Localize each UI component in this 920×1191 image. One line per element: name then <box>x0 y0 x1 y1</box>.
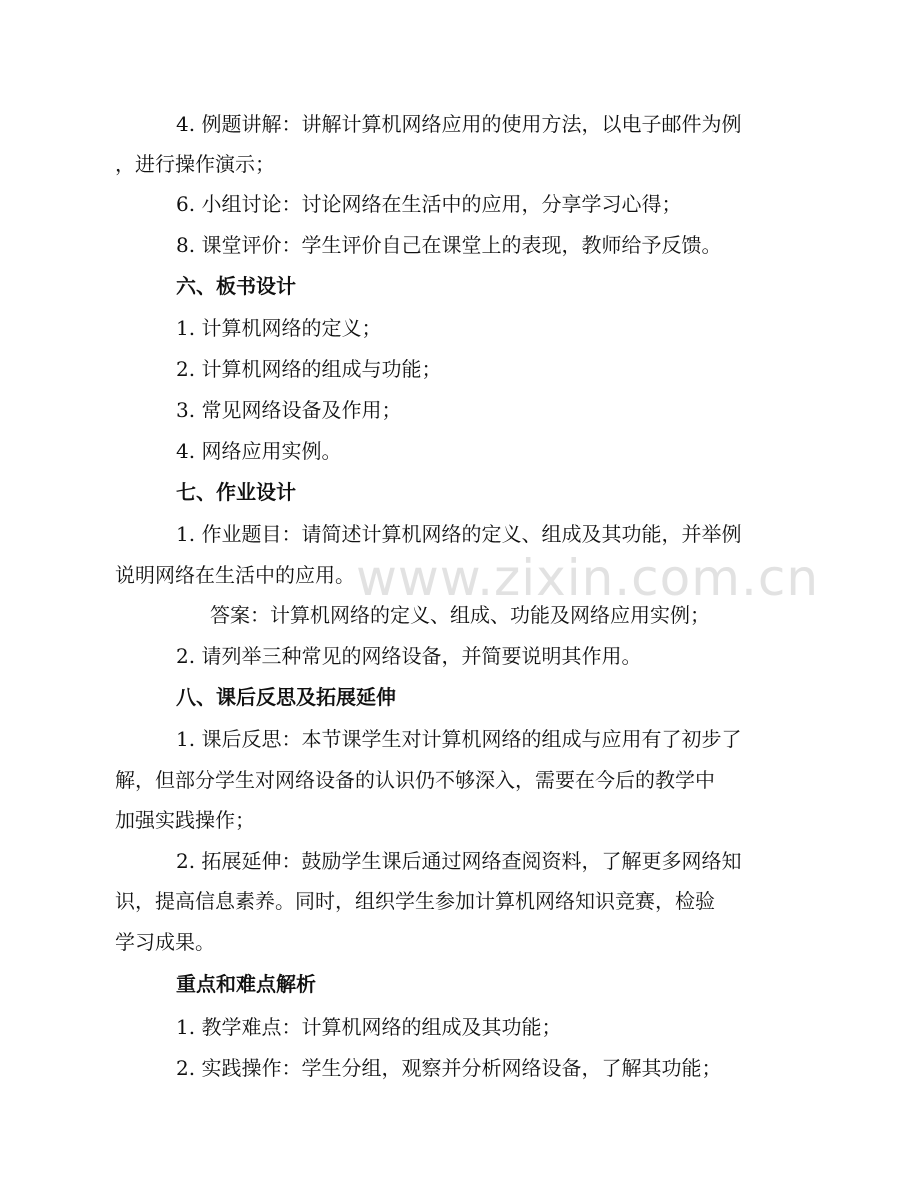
section-7-heading: 七、作业设计 <box>176 480 296 504</box>
section-6-item-1: 1. 计算机网络的定义； <box>176 316 382 340</box>
section-6-item-2: 2. 计算机网络的组成与功能； <box>176 357 442 381</box>
homework-question-1-line-1: 1. 作业题目：请简述计算机网络的定义、组成及其功能，并举例 <box>176 522 742 546</box>
key-points-heading: 重点和难点解析 <box>176 972 316 996</box>
item-4-line-2: ，进行操作演示； <box>115 152 275 176</box>
section-8-heading: 八、课后反思及拓展延伸 <box>176 685 396 709</box>
section-6-item-3: 3. 常见网络设备及作用； <box>176 398 402 422</box>
item-4-line-1: 4. 例题讲解：讲解计算机网络应用的使用方法，以电子邮件为例 <box>176 112 742 136</box>
homework-question-1-line-2: 说明网络在生活中的应用。 <box>115 563 355 587</box>
item-6: 6. 小组讨论：讨论网络在生活中的应用，分享学习心得； <box>176 192 682 216</box>
key-point-2: 2. 实践操作：学生分组，观察并分析网络设备，了解其功能； <box>176 1056 722 1080</box>
reflection-line-1: 1. 课后反思：本节课学生对计算机网络的组成与应用有了初步了 <box>176 727 742 751</box>
extension-line-2: 识，提高信息素养。同时，组织学生参加计算机网络知识竞赛，检验 <box>115 889 715 913</box>
item-8: 8. 课堂评价：学生评价自己在课堂上的表现，教师给予反馈。 <box>176 233 722 257</box>
section-6-item-4: 4. 网络应用实例。 <box>176 439 342 463</box>
reflection-line-3: 加强实践操作； <box>115 808 255 832</box>
reflection-line-2: 解，但部分学生对网络设备的认识仍不够深入，需要在今后的教学中 <box>115 768 715 792</box>
section-6-heading: 六、板书设计 <box>176 274 296 298</box>
extension-line-3: 学习成果。 <box>115 930 215 954</box>
extension-line-1: 2. 拓展延伸：鼓励学生课后通过网络查阅资料，了解更多网络知 <box>176 849 742 873</box>
homework-question-2: 2. 请列举三种常见的网络设备，并简要说明其作用。 <box>176 644 642 668</box>
homework-answer: 答案：计算机网络的定义、组成、功能及网络应用实例； <box>210 603 710 627</box>
watermark-text: www.zixin.com.cn <box>356 549 820 607</box>
key-point-1: 1. 教学难点：计算机网络的组成及其功能； <box>176 1015 562 1039</box>
